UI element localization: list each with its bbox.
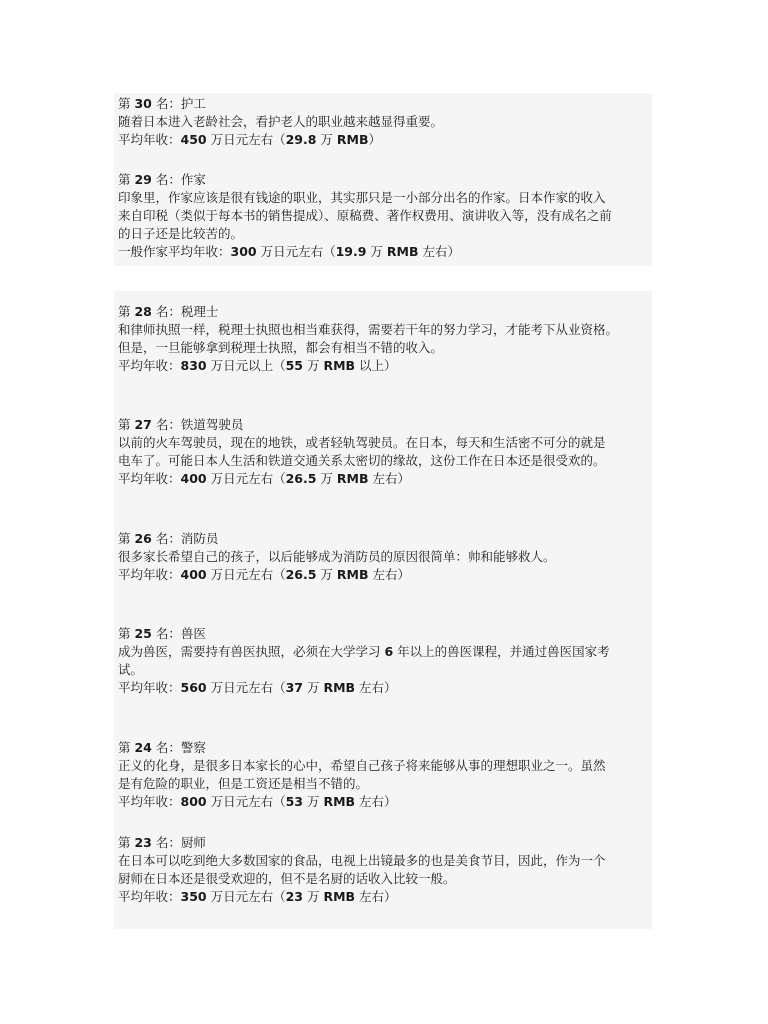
entry-salary: 平均年收：450 万日元左右（29.8 万 RMB）	[118, 132, 381, 147]
entry-description: 正义的化身，是很多日本家长的心中，希望自己孩子将来能够从事的理想职业之一。虽然	[118, 758, 606, 773]
entry-description: 但是，一旦能够拿到税理士执照，都会有相当不错的收入。	[118, 340, 444, 355]
entry-description: 电车了。可能日本人生活和铁道交通关系太密切的缘故，这份工作在日本还是很受欢的。	[118, 453, 606, 468]
ranking-entry-30	[118, 95, 652, 149]
entry-description: 印象里，作家应该是很有钱途的职业，其实那只是一小部分出名的作家。日本作家的收入	[118, 190, 606, 205]
content-panel-bottom	[114, 291, 652, 929]
entry-description: 的日子还是比较苦的。	[118, 226, 244, 241]
entry-description: 很多家长希望自己的孩子，以后能够成为消防员的原因很简单：帅和能够救人。	[118, 549, 556, 564]
ranking-entry-24	[118, 739, 652, 811]
entry-heading: 第 28 名：税理士	[118, 304, 219, 319]
entry-heading: 第 23 名：厨师	[118, 835, 206, 850]
ranking-entry-27	[118, 416, 652, 488]
entry-description: 和律师执照一样，税理士执照也相当难获得，需要若干年的努力学习，才能考下从业资格。	[118, 322, 619, 337]
entry-description: 厨师在日本还是很受欢迎的，但不是名厨的话收入比较一般。	[118, 871, 456, 886]
entry-description: 在日本可以吃到绝大多数国家的食品，电视上出镜最多的也是美食节目，因此，作为一个	[118, 853, 606, 868]
ranking-entry-26	[118, 530, 652, 584]
entry-salary: 平均年收：830 万日元以上（55 万 RMB 以上）	[118, 358, 397, 373]
entry-description: 来自印税（类似于每本书的销售提成）、原稿费、著作权费用、演讲收入等，没有成名之前	[118, 208, 612, 223]
entry-salary: 平均年收：400 万日元左右（26.5 万 RMB 左右）	[118, 471, 410, 486]
entry-salary: 一般作家平均年收：300 万日元左右（19.9 万 RMB 左右）	[118, 244, 460, 259]
entry-heading: 第 24 名：警察	[118, 740, 206, 755]
entry-description: 是有危险的职业，但是工资还是相当不错的。	[118, 776, 369, 791]
ranking-entry-29	[118, 171, 652, 261]
entry-salary: 平均年收：350 万日元左右（23 万 RMB 左右）	[118, 889, 397, 904]
entry-description: 成为兽医，需要持有兽医执照，必须在大学学习 6 年以上的兽医课程，并通过兽医国家考	[118, 644, 610, 659]
entry-heading: 第 25 名：兽医	[118, 626, 206, 641]
entry-salary: 平均年收：560 万日元左右（37 万 RMB 左右）	[118, 680, 397, 695]
entry-heading: 第 26 名：消防员	[118, 531, 219, 546]
entry-salary: 平均年收：800 万日元左右（53 万 RMB 左右）	[118, 794, 397, 809]
entry-description: 随着日本进入老龄社会，看护老人的职业越来越显得重要。	[118, 114, 444, 129]
entry-heading: 第 29 名：作家	[118, 172, 206, 187]
ranking-entry-25	[118, 625, 652, 697]
ranking-entry-23	[118, 834, 652, 906]
entry-salary: 平均年收：400 万日元左右（26.5 万 RMB 左右）	[118, 567, 410, 582]
ranking-entry-28	[118, 303, 652, 375]
entry-heading: 第 27 名：铁道驾驶员	[118, 417, 244, 432]
entry-description: 以前的火车驾驶员，现在的地铁，或者轻轨驾驶员。在日本，每天和生活密不可分的就是	[118, 435, 606, 450]
entry-heading: 第 30 名：护工	[118, 96, 206, 111]
entry-description: 试。	[118, 662, 144, 677]
content-panel-top	[114, 93, 652, 266]
